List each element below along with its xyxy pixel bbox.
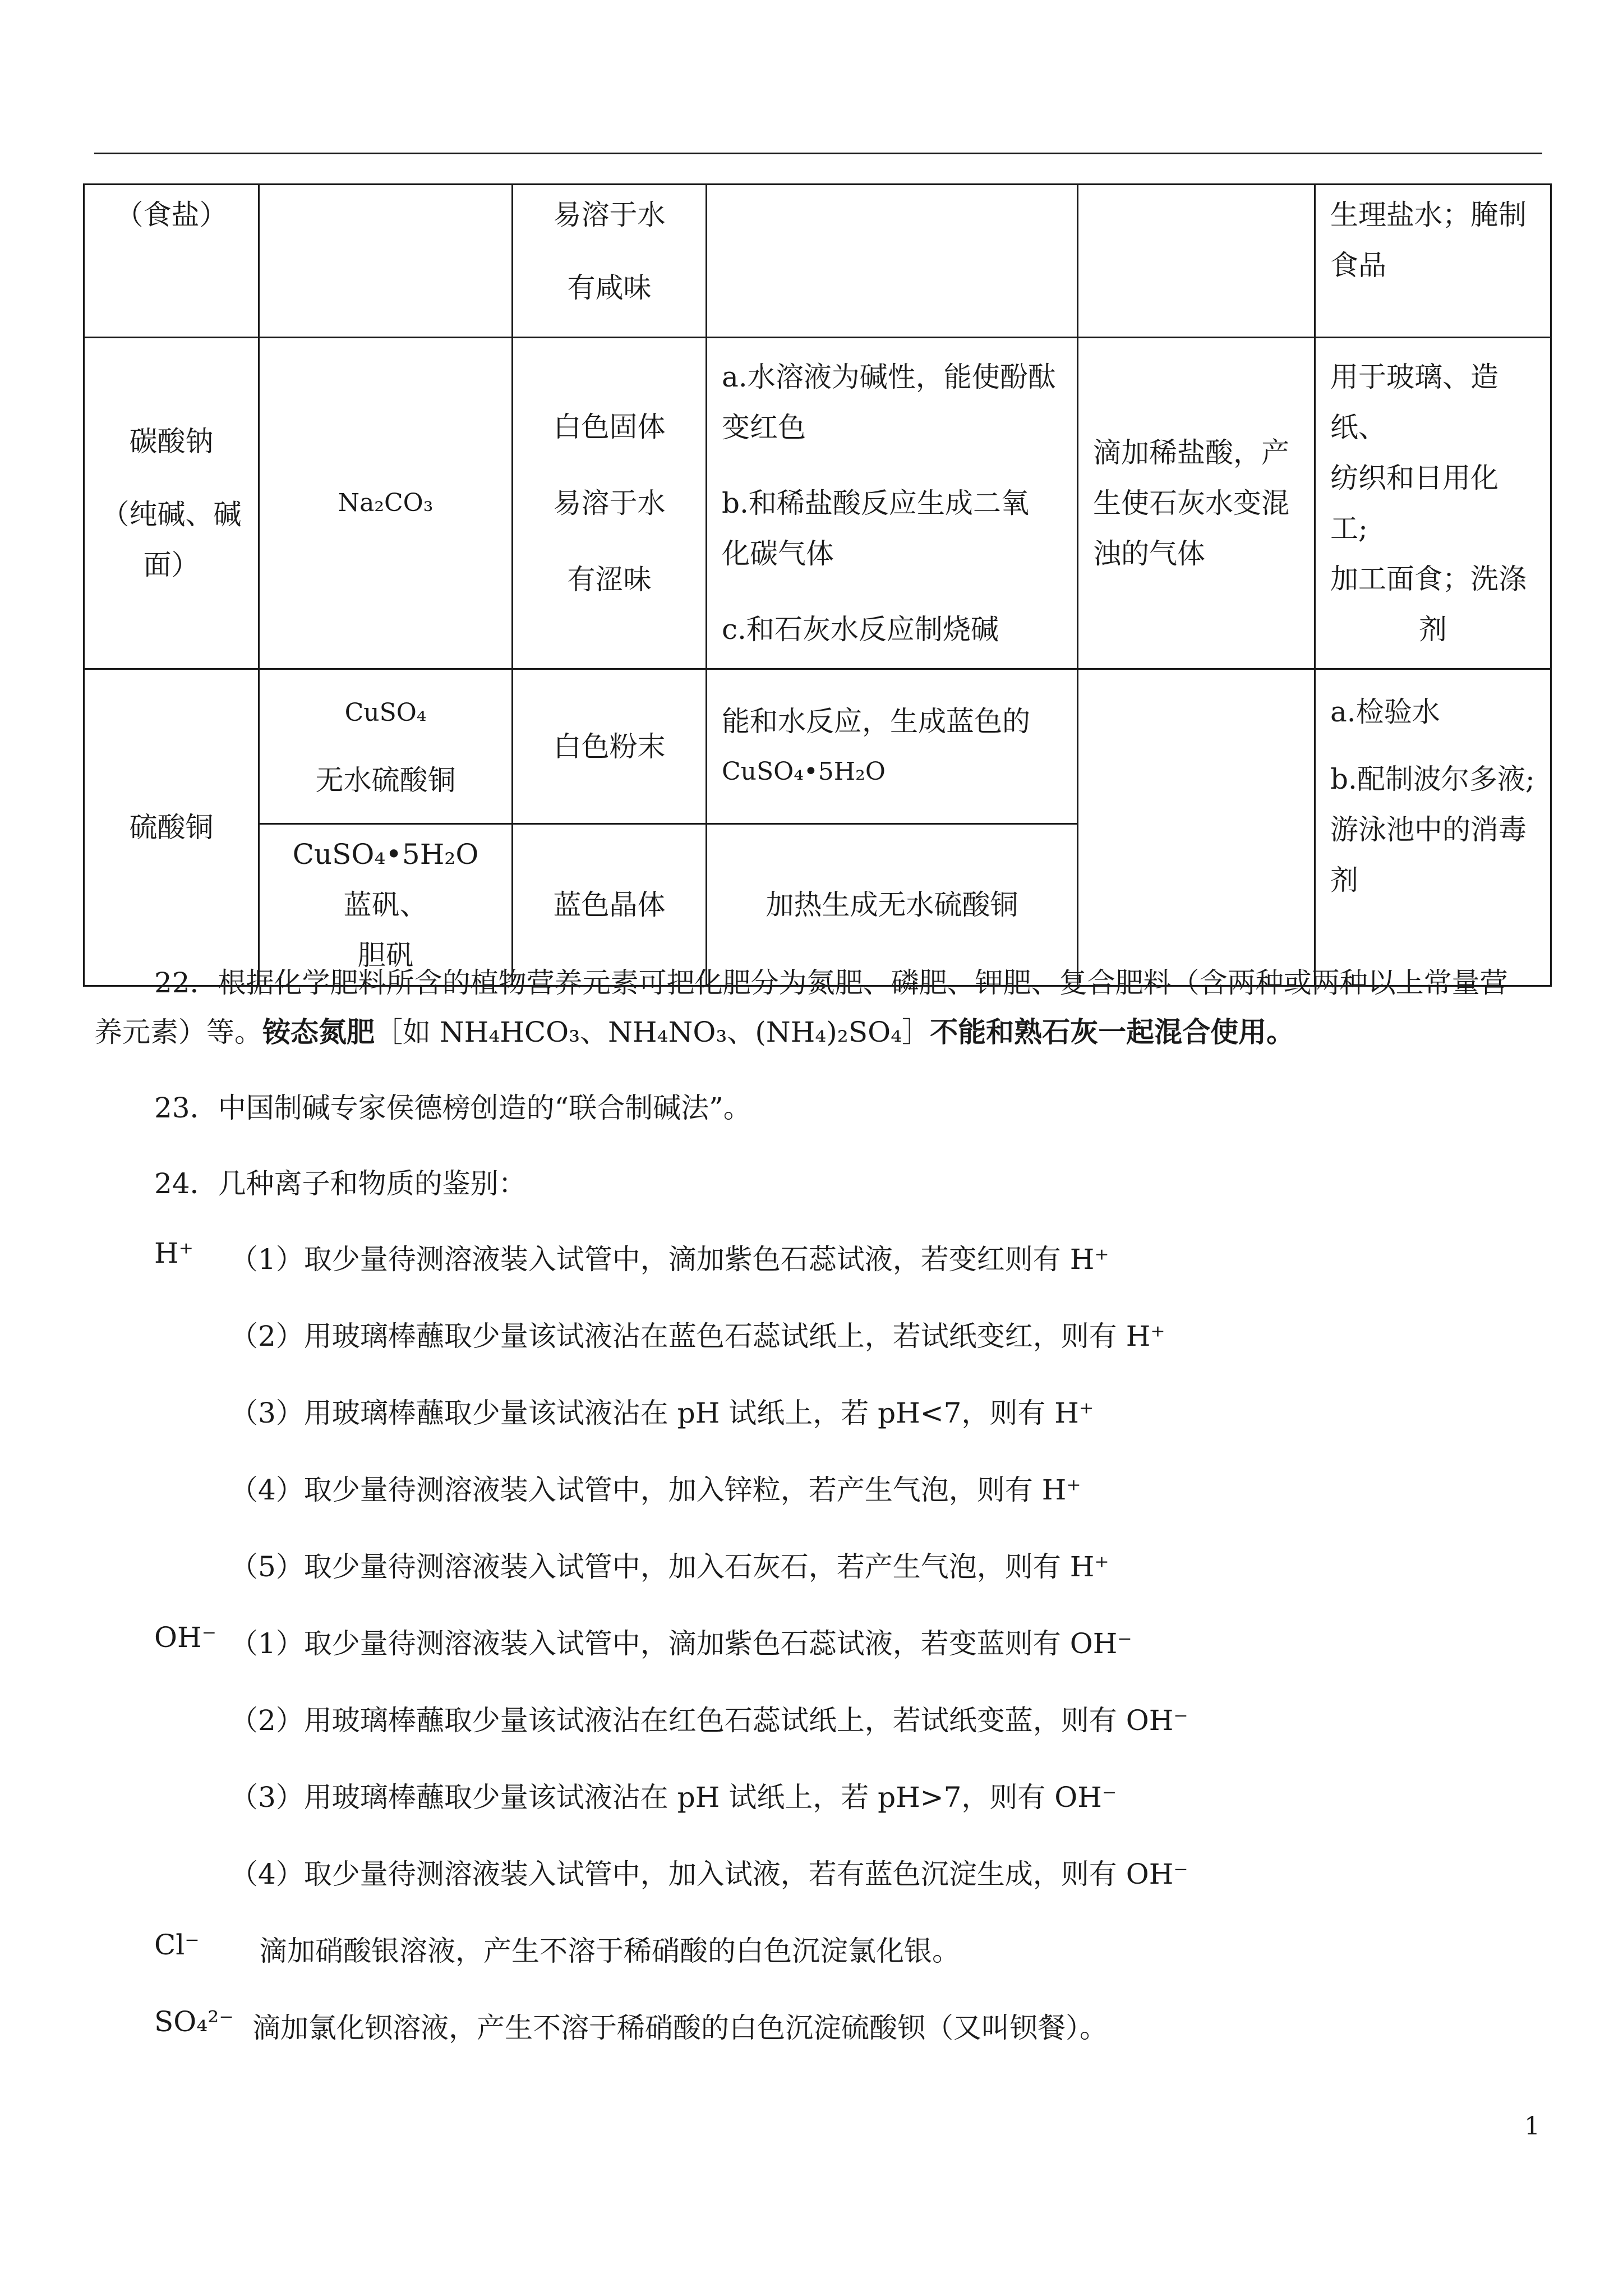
h-test-4: （4）取少量待测溶液装入试管中，加入锌粒，若产生气泡，则有 H⁺ <box>230 1474 1081 1506</box>
cell-uses: a.检验水 b.配制波尔多液; 游泳池中的消毒 剂 <box>1315 669 1551 986</box>
paragraph-22-formulas: ［如 NH₄HCO₃、NH₄NO₃、(NH₄)₂SO₄］ <box>375 1016 930 1048</box>
h-test-1: （1）取少量待测溶液装入试管中，滴加紫色石蕊试液，若变红则有 H⁺ <box>230 1243 1109 1276</box>
ion-label-oh: OH⁻ <box>154 1621 216 1654</box>
ion-label-h: H⁺ <box>154 1237 193 1269</box>
oh-test-2: （2）用玻璃棒蘸取少量该试液沾在红色石蕊试纸上，若试纸变蓝，则有 OH⁻ <box>230 1704 1188 1737</box>
ion-label-so4: SO₄²⁻ <box>154 2005 234 2038</box>
cell-formula: Na₂CO₃ <box>259 338 513 669</box>
ion-label-cl: Cl⁻ <box>154 1929 200 1961</box>
so4-test: 滴加氯化钡溶液，产生不溶于稀硝酸的白色沉淀硫酸钡（又叫钡餐）。 <box>252 2012 1108 2044</box>
cell-chemical: 加热生成无水硫酸铜 <box>707 824 1078 986</box>
cell-chemical: a.水溶液为碱性，能使酚酞 变红色 b.和稀盐酸反应生成二氧 化碳气体 c.和石灰水反应制烧碱 <box>707 338 1078 669</box>
paragraph-22-bold-term: 铵态氮肥 <box>262 1015 375 1048</box>
cell-formula: CuSO₄ 无水硫酸铜 <box>259 669 513 824</box>
cell-uses: 用于玻璃、造纸、 纺织和日用化工; 加工面食；洗涤 剂 <box>1315 338 1551 669</box>
oh-test-1: （1）取少量待测溶液装入试管中，滴加紫色石蕊试液，若变蓝则有 OH⁻ <box>230 1627 1132 1660</box>
cell-properties: 蓝色晶体 <box>513 824 707 986</box>
cell-test <box>1078 185 1315 338</box>
h-test-3: （3）用玻璃棒蘸取少量该试液沾在 pH 试纸上，若 pH<7，则有 H⁺ <box>230 1397 1094 1429</box>
cell-properties: 白色粉末 <box>513 669 707 824</box>
paragraph-22-line1: 22．根据化学肥料所含的植物营养元素可把化肥分为氮肥、磷肥、钾肥、复合肥料（含两种或两种以上常量营 <box>154 967 1508 999</box>
cell-uses: 生理盐水；腌制 食品 <box>1315 185 1551 338</box>
paragraph-24: 24．几种离子和物质的鉴别： <box>154 1167 527 1200</box>
cell-test <box>1078 669 1315 986</box>
page-number: 1 <box>1524 2112 1540 2141</box>
cell-name: 碳酸钠 （纯碱、碱 面） <box>84 338 259 669</box>
paragraph-22-text: 养元素）等。 <box>94 1016 262 1048</box>
paragraph-22-bold-warning: 不能和熟石灰一起混合使用。 <box>930 1015 1295 1048</box>
oh-test-3: （3）用玻璃棒蘸取少量该试液沾在 pH 试纸上，若 pH>7，则有 OH⁻ <box>230 1781 1117 1814</box>
cell-properties: 易溶于水 有咸味 <box>513 185 707 338</box>
header-rule <box>94 153 1542 154</box>
h-test-5: （5）取少量待测溶液装入试管中，加入石灰石，若产生气泡，则有 H⁺ <box>230 1550 1109 1583</box>
table-row-copper-sulfate-anhydrous <box>84 669 1551 824</box>
paragraph-22-line2 <box>94 1010 1294 1050</box>
cell-name: 硫酸铜 <box>84 669 259 986</box>
cell-test: 滴加稀盐酸，产 生使石灰水变混 浊的气体 <box>1078 338 1315 669</box>
h-test-2: （2）用玻璃棒蘸取少量该试液沾在蓝色石蕊试纸上，若试纸变红，则有 H⁺ <box>230 1320 1165 1352</box>
properties-table <box>83 183 1552 987</box>
table-row-salt <box>84 185 1551 338</box>
cell-chemical <box>707 185 1078 338</box>
cell-formula <box>259 185 513 338</box>
cell-properties: 白色固体 易溶于水 有涩味 <box>513 338 707 669</box>
cell-name: （食盐） <box>84 185 259 338</box>
cell-chemical: 能和水反应，生成蓝色的 CuSO₄•5H₂O <box>707 669 1078 824</box>
cell-formula: CuSO₄•5H₂O 蓝矾、 胆矾 <box>259 824 513 986</box>
table-row-sodium-carbonate <box>84 338 1551 669</box>
paragraph-23: 23．中国制碱专家侯德榜创造的“联合制碱法”。 <box>154 1092 751 1124</box>
oh-test-4: （4）取少量待测溶液装入试管中，加入试液，若有蓝色沉淀生成，则有 OH⁻ <box>230 1858 1188 1890</box>
cl-test: 滴加硝酸银溶液，产生不溶于稀硝酸的白色沉淀氯化银。 <box>259 1935 960 1967</box>
